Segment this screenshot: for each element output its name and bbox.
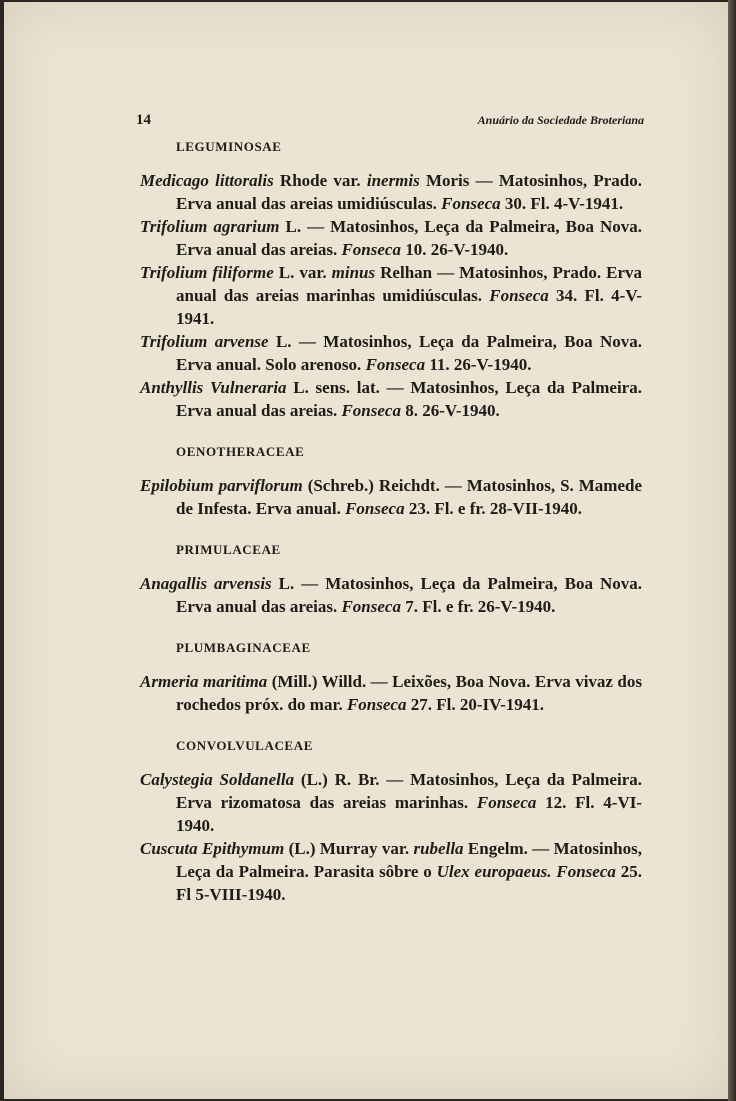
species-entry <box>140 768 642 837</box>
locality: Matosinhos, Leça da Palmeira. Erva rizomatosa das areias marinhas. <box>176 770 642 812</box>
species-entry <box>140 169 642 215</box>
reference: 34. Fl. 4-V-1941. <box>176 286 642 328</box>
locality: Matosinhos, Leça da Palmeira, Boa Nova. Erva anual das areias. <box>176 574 642 616</box>
collector: Fonseca <box>476 793 537 812</box>
running-title: Anuário da Sociedade Broteriana <box>477 113 644 127</box>
locality: Matosinhos, Leça da Palmeira, Boa Nova. Erva anual das areias. <box>176 217 643 259</box>
species-name: Anthyllis Vulneraria <box>140 378 287 397</box>
locality: Relhan — Matosinhos, Prado. Erva anual das areias marinhas umidiúsculas. <box>176 263 643 305</box>
species-name: Trifolium agrarium <box>140 217 280 236</box>
author: (L.) Murray var. <box>284 839 414 858</box>
family-heading: PRIMULACEAE <box>176 542 281 557</box>
author: Rhode var. <box>273 171 367 190</box>
reference: 7. Fl. e fr. 26-V-1940. <box>400 597 556 616</box>
species-entry <box>140 572 642 618</box>
locality: Moris — Matosinhos, Prado. Erva anual das areias umidiúsculas. <box>176 171 643 213</box>
locality: Leixões, Boa Nova. Erva vivaz dos rochedos próx. do mar. <box>176 672 643 714</box>
species-entry <box>140 215 642 261</box>
page-header <box>136 112 644 129</box>
variety: inermis <box>366 171 420 190</box>
family-heading: OENOTHERACEAE <box>176 444 305 459</box>
reference: 23. Fl. e fr. 28-VII-1940. <box>404 499 582 518</box>
reference: 25. Fl 5-VIII-1940. <box>176 862 642 904</box>
book-page <box>4 2 728 1099</box>
species-name: Cuscuta Epithymum <box>140 839 285 858</box>
author: (Mill.) Willd. — <box>267 672 393 691</box>
locality: Matosinhos, Leça da Palmeira. Erva anual das areias. <box>176 378 642 420</box>
collector: Fonseca <box>341 401 401 420</box>
reference: 27. Fl. 20-IV-1941. <box>406 695 545 714</box>
author: L. — <box>268 332 324 351</box>
author: L. — <box>271 574 326 593</box>
author: L. var. <box>273 263 332 282</box>
collector: Fonseca <box>341 240 401 259</box>
family-section <box>140 542 642 618</box>
reference: 10. 26-V-1940. <box>400 240 509 259</box>
page-edge <box>728 0 736 1101</box>
species-entry <box>140 474 642 520</box>
family-section <box>140 738 642 906</box>
page-number: 14 <box>136 112 151 128</box>
reference: 11. 26-V-1940. <box>425 355 532 374</box>
author: (L.) R. Br. — <box>294 770 411 789</box>
species-entry <box>140 837 642 906</box>
reference: 30. Fl. 4-V-1941. <box>500 194 624 213</box>
family-heading: LEGUMINOSAE <box>176 139 282 154</box>
page-content <box>140 139 642 928</box>
author: (Schreb.) Reichdt. — <box>302 476 467 495</box>
species-entry <box>140 376 642 422</box>
locality: Engelm. — Matosinhos, Leça da Palmeira. Parasita sôbre o <box>176 839 642 881</box>
species-name: Anagallis arvensis <box>140 574 272 593</box>
collector: Fonseca <box>341 597 401 616</box>
collector: Fonseca <box>345 499 405 518</box>
collector: Fonseca <box>489 286 549 305</box>
species-name: Trifolium arvense <box>140 332 269 351</box>
collector: Fonseca <box>365 355 426 374</box>
author: L. — <box>279 217 331 236</box>
reference: 12. Fl. 4-VI-1940. <box>176 793 642 835</box>
species-name: Medicago littoralis <box>140 171 274 190</box>
collector: Ulex europaeus. Fonseca <box>436 862 616 881</box>
variety: rubella <box>413 839 464 858</box>
family-section <box>140 139 642 422</box>
family-heading: CONVOLVULACEAE <box>176 738 313 753</box>
reference: 8. 26-V-1940. <box>400 401 500 420</box>
collector: Fonseca <box>441 194 501 213</box>
author: L. sens. lat. — <box>286 378 411 397</box>
locality: Matosinhos, Leça da Palmeira, Boa Nova. Erva anual. Solo arenoso. <box>176 332 643 374</box>
species-name: Epilobium parviflorum <box>140 476 303 495</box>
locality: Matosinhos, S. Mamede de Infesta. Erva anual. <box>176 476 642 518</box>
species-entry <box>140 261 642 330</box>
species-entry <box>140 330 642 376</box>
species-name: Armeria maritima <box>140 672 268 691</box>
family-heading: PLUMBAGINACEAE <box>176 640 311 655</box>
family-section <box>140 640 642 716</box>
species-name: Trifolium filiforme <box>140 263 274 282</box>
species-entry <box>140 670 642 716</box>
collector: Fonseca <box>346 695 407 714</box>
variety: minus <box>331 263 376 282</box>
family-section <box>140 444 642 520</box>
species-name: Calystegia Soldanella <box>140 770 295 789</box>
